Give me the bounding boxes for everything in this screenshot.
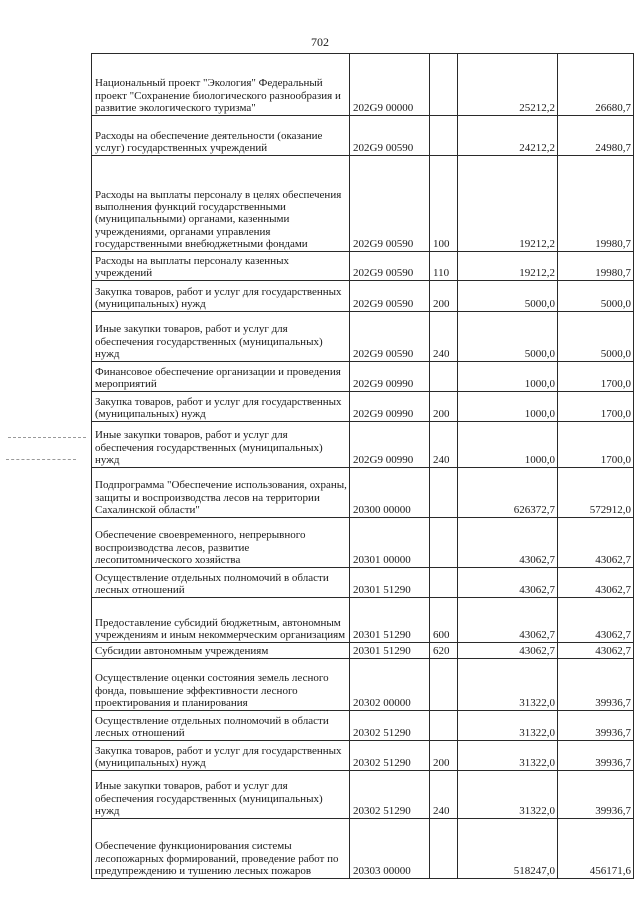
row-amount-1-cell: 43062,7 <box>458 598 558 643</box>
row-code-cell: 20300 00000 <box>350 468 430 518</box>
row-expense-type-cell: 200 <box>430 392 458 422</box>
table-row <box>92 392 634 422</box>
row-expense-type-cell <box>430 362 458 392</box>
table-row <box>92 711 634 741</box>
margin-scan-mark <box>6 459 76 461</box>
row-amount-2-cell: 5000,0 <box>558 312 634 362</box>
row-expense-type-cell: 240 <box>430 771 458 819</box>
row-expense-type-cell: 240 <box>430 422 458 468</box>
row-name-cell: Расходы на выплаты персоналу казенных учреждений <box>92 252 350 281</box>
row-amount-1-cell: 43062,7 <box>458 643 558 659</box>
row-amount-1-cell: 31322,0 <box>458 659 558 711</box>
row-expense-type-cell <box>430 819 458 879</box>
row-name-cell: Иные закупки товаров, работ и услуг для обеспечения государственных (муниципальных) нужд <box>92 422 350 468</box>
row-code-cell: 202G9 00990 <box>350 392 430 422</box>
row-expense-type-cell: 110 <box>430 252 458 281</box>
row-code-cell: 20302 00000 <box>350 659 430 711</box>
row-name-cell: Обеспечение функционирования системы лесопожарных формирований, проведение работ по предупреждению и тушению лесных пожаров <box>92 819 350 879</box>
row-code-cell: 20302 51290 <box>350 711 430 741</box>
row-expense-type-cell: 200 <box>430 281 458 312</box>
row-name-cell: Закупка товаров, работ и услуг для государственных (муниципальных) нужд <box>92 392 350 422</box>
row-name-cell: Иные закупки товаров, работ и услуг для обеспечения государственных (муниципальных) нужд <box>92 771 350 819</box>
row-code-cell: 202G9 00000 <box>350 54 430 116</box>
row-expense-type-cell <box>430 659 458 711</box>
table-row <box>92 156 634 252</box>
row-name-cell: Осуществление оценки состояния земель лесного фонда, повышение эффективности лесного проектирования и планирования <box>92 659 350 711</box>
row-code-cell: 20303 00000 <box>350 819 430 879</box>
row-name-cell: Предоставление субсидий бюджетным, автономным учреждениям и иным некоммерческим организациям <box>92 598 350 643</box>
table-row <box>92 643 634 659</box>
row-amount-2-cell: 1700,0 <box>558 392 634 422</box>
row-code-cell: 20301 51290 <box>350 643 430 659</box>
budget-table <box>91 53 634 879</box>
row-amount-2-cell: 43062,7 <box>558 518 634 568</box>
row-expense-type-cell <box>430 54 458 116</box>
row-code-cell: 202G9 00590 <box>350 281 430 312</box>
row-amount-1-cell: 31322,0 <box>458 771 558 819</box>
row-amount-2-cell: 39936,7 <box>558 741 634 771</box>
row-code-cell: 202G9 00590 <box>350 156 430 252</box>
row-name-cell: Осуществление отдельных полномочий в области лесных отношений <box>92 568 350 598</box>
row-name-cell: Осуществление отдельных полномочий в области лесных отношений <box>92 711 350 741</box>
table-row <box>92 741 634 771</box>
table-row <box>92 568 634 598</box>
row-amount-1-cell: 19212,2 <box>458 156 558 252</box>
row-code-cell: 202G9 00990 <box>350 422 430 468</box>
row-expense-type-cell: 620 <box>430 643 458 659</box>
row-amount-2-cell: 43062,7 <box>558 598 634 643</box>
row-code-cell: 20301 00000 <box>350 518 430 568</box>
margin-scan-mark <box>8 437 86 439</box>
table-row <box>92 468 634 518</box>
table-row <box>92 598 634 643</box>
row-amount-1-cell: 626372,7 <box>458 468 558 518</box>
row-amount-2-cell: 39936,7 <box>558 659 634 711</box>
row-name-cell: Расходы на выплаты персоналу в целях обеспечения выполнения функций государственными (муниципальными) органами, казенными учреждениями, органами управления государственными внебюджетными фондами <box>92 156 350 252</box>
row-amount-2-cell: 43062,7 <box>558 568 634 598</box>
row-amount-1-cell: 5000,0 <box>458 281 558 312</box>
row-amount-1-cell: 31322,0 <box>458 711 558 741</box>
table-row <box>92 312 634 362</box>
row-amount-1-cell: 43062,7 <box>458 568 558 598</box>
row-amount-2-cell: 19980,7 <box>558 252 634 281</box>
row-expense-type-cell: 600 <box>430 598 458 643</box>
row-name-cell: Закупка товаров, работ и услуг для государственных (муниципальных) нужд <box>92 741 350 771</box>
table-row <box>92 518 634 568</box>
row-amount-1-cell: 43062,7 <box>458 518 558 568</box>
table-row <box>92 422 634 468</box>
row-amount-2-cell: 1700,0 <box>558 362 634 392</box>
row-amount-2-cell: 39936,7 <box>558 771 634 819</box>
row-code-cell: 20301 51290 <box>350 568 430 598</box>
row-amount-2-cell: 5000,0 <box>558 281 634 312</box>
row-code-cell: 202G9 00990 <box>350 362 430 392</box>
row-code-cell: 20302 51290 <box>350 741 430 771</box>
row-amount-2-cell: 572912,0 <box>558 468 634 518</box>
row-name-cell: Подпрограмма "Обеспечение использования, охраны, защиты и воспроизводства лесов на территории Сахалинской области" <box>92 468 350 518</box>
row-amount-1-cell: 31322,0 <box>458 741 558 771</box>
page-number: 702 <box>311 35 329 49</box>
row-amount-1-cell: 1000,0 <box>458 362 558 392</box>
row-code-cell: 20301 51290 <box>350 598 430 643</box>
row-expense-type-cell <box>430 116 458 156</box>
row-expense-type-cell: 100 <box>430 156 458 252</box>
budget-table-body <box>92 54 634 879</box>
row-amount-2-cell: 43062,7 <box>558 643 634 659</box>
row-name-cell: Финансовое обеспечение организации и проведения мероприятий <box>92 362 350 392</box>
table-row <box>92 362 634 392</box>
row-amount-2-cell: 456171,6 <box>558 819 634 879</box>
table-row <box>92 54 634 116</box>
row-expense-type-cell <box>430 468 458 518</box>
table-row <box>92 116 634 156</box>
row-expense-type-cell: 200 <box>430 741 458 771</box>
table-row <box>92 771 634 819</box>
row-amount-1-cell: 1000,0 <box>458 392 558 422</box>
row-name-cell: Субсидии автономным учреждениям <box>92 643 350 659</box>
table-row <box>92 281 634 312</box>
row-expense-type-cell <box>430 518 458 568</box>
row-code-cell: 202G9 00590 <box>350 252 430 281</box>
row-code-cell: 202G9 00590 <box>350 116 430 156</box>
row-amount-1-cell: 19212,2 <box>458 252 558 281</box>
row-amount-2-cell: 19980,7 <box>558 156 634 252</box>
row-name-cell: Закупка товаров, работ и услуг для государственных (муниципальных) нужд <box>92 281 350 312</box>
row-expense-type-cell <box>430 711 458 741</box>
row-code-cell: 202G9 00590 <box>350 312 430 362</box>
table-row <box>92 659 634 711</box>
row-amount-1-cell: 5000,0 <box>458 312 558 362</box>
table-row <box>92 819 634 879</box>
row-amount-2-cell: 24980,7 <box>558 116 634 156</box>
row-name-cell: Национальный проект "Экология" Федеральный проект "Сохранение биологического разнообразия и развитие экологического туризма" <box>92 54 350 116</box>
table-row <box>92 252 634 281</box>
row-amount-2-cell: 39936,7 <box>558 711 634 741</box>
row-amount-1-cell: 25212,2 <box>458 54 558 116</box>
row-expense-type-cell <box>430 568 458 598</box>
row-name-cell: Обеспечение своевременного, непрерывного воспроизводства лесов, развитие лесопитомнического хозяйства <box>92 518 350 568</box>
row-expense-type-cell: 240 <box>430 312 458 362</box>
row-name-cell: Расходы на обеспечение деятельности (оказание услуг) государственных учреждений <box>92 116 350 156</box>
row-amount-2-cell: 1700,0 <box>558 422 634 468</box>
row-amount-1-cell: 1000,0 <box>458 422 558 468</box>
row-code-cell: 20302 51290 <box>350 771 430 819</box>
row-amount-1-cell: 24212,2 <box>458 116 558 156</box>
row-name-cell: Иные закупки товаров, работ и услуг для обеспечения государственных (муниципальных) нужд <box>92 312 350 362</box>
row-amount-1-cell: 518247,0 <box>458 819 558 879</box>
row-amount-2-cell: 26680,7 <box>558 54 634 116</box>
